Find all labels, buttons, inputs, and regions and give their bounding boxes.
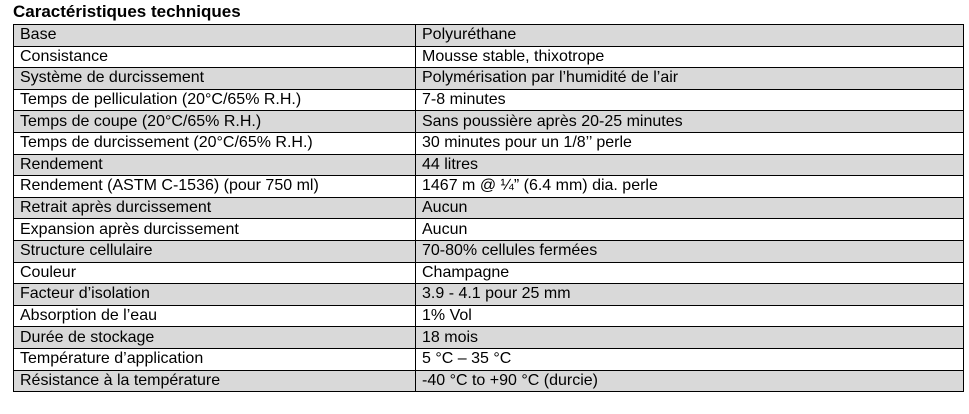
table-row (14, 284, 964, 306)
spec-label: Température d’application (14, 348, 416, 370)
spec-label: Retrait après durcissement (14, 197, 416, 219)
spec-label: Rendement (ASTM C-1536) (pour 750 ml) (14, 176, 416, 198)
spec-label: Expansion après durcissement (14, 219, 416, 241)
spec-value: 3.9 - 4.1 pour 25 mm (416, 284, 964, 306)
spec-label: Temps de durcissement (20°C/65% R.H.) (14, 132, 416, 154)
table-row (14, 240, 964, 262)
technical-specs-table (13, 24, 964, 392)
spec-label: Consistance (14, 46, 416, 68)
spec-value: Mousse stable, thixotrope (416, 46, 964, 68)
spec-label: Structure cellulaire (14, 240, 416, 262)
spec-value: Aucun (416, 219, 964, 241)
spec-label: Base (14, 25, 416, 47)
spec-value: Sans poussière après 20-25 minutes (416, 111, 964, 133)
table-row (14, 176, 964, 198)
table-row (14, 68, 964, 90)
section-title: Caractéristiques techniques (13, 2, 241, 21)
spec-value: 18 mois (416, 327, 964, 349)
table-row (14, 46, 964, 68)
table-row (14, 327, 964, 349)
spec-label: Couleur (14, 262, 416, 284)
table-row (14, 197, 964, 219)
spec-value: 7-8 minutes (416, 89, 964, 111)
spec-label: Durée de stockage (14, 327, 416, 349)
table-row (14, 219, 964, 241)
spec-label: Absorption de l’eau (14, 305, 416, 327)
spec-value: 30 minutes pour un 1/8’’ perle (416, 132, 964, 154)
spec-value: Polyuréthane (416, 25, 964, 47)
table-row (14, 89, 964, 111)
spec-label: Résistance à la température (14, 370, 416, 392)
spec-label: Temps de pelliculation (20°C/65% R.H.) (14, 89, 416, 111)
spec-label: Temps de coupe (20°C/65% R.H.) (14, 111, 416, 133)
table-row (14, 154, 964, 176)
table-row (14, 262, 964, 284)
spec-value: Aucun (416, 197, 964, 219)
table-row (14, 25, 964, 47)
spec-value: 1% Vol (416, 305, 964, 327)
spec-value: 5 °C – 35 °C (416, 348, 964, 370)
spec-value: -40 °C to +90 °C (durcie) (416, 370, 964, 392)
table-row (14, 111, 964, 133)
table-row (14, 370, 964, 392)
table-row (14, 305, 964, 327)
spec-value: 44 litres (416, 154, 964, 176)
spec-label: Facteur d’isolation (14, 284, 416, 306)
spec-value: Champagne (416, 262, 964, 284)
table-row (14, 348, 964, 370)
spec-label: Système de durcissement (14, 68, 416, 90)
spec-value: 70-80% cellules fermées (416, 240, 964, 262)
spec-value: 1467 m @ ¼” (6.4 mm) dia. perle (416, 176, 964, 198)
specs-table-body (14, 25, 964, 392)
table-row (14, 132, 964, 154)
spec-label: Rendement (14, 154, 416, 176)
spec-value: Polymérisation par l’humidité de l’air (416, 68, 964, 90)
